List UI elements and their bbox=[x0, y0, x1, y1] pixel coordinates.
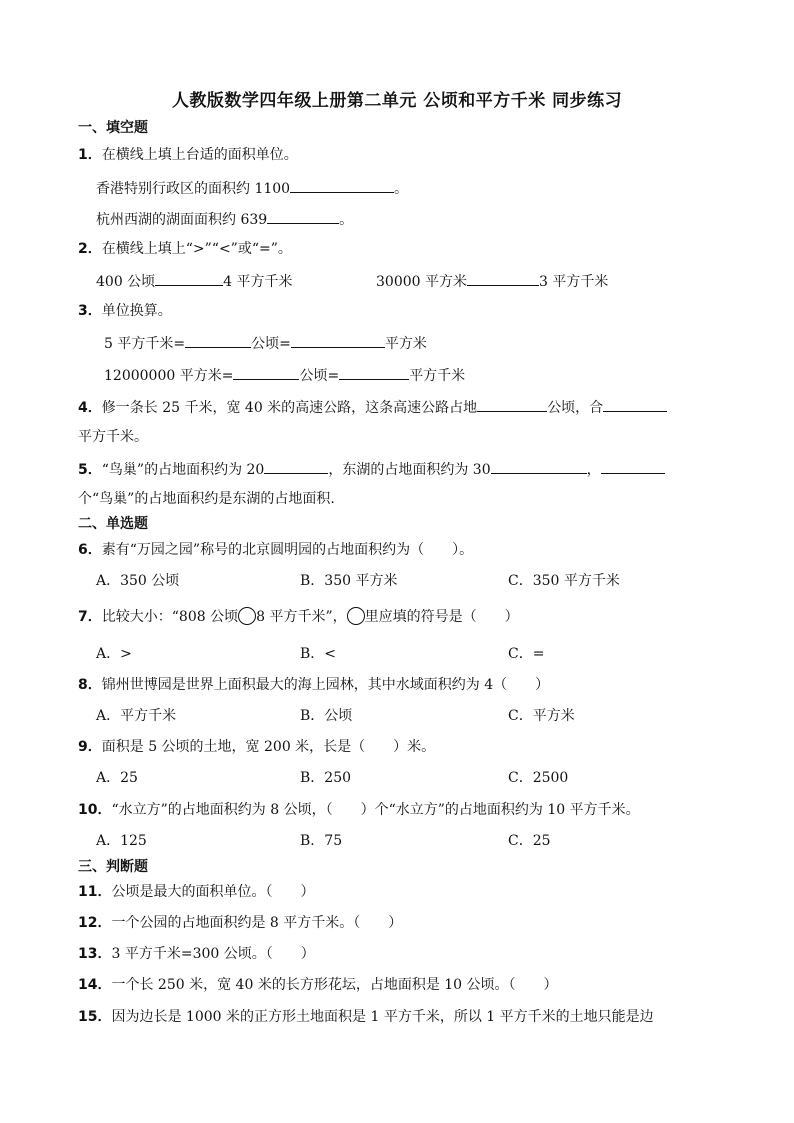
question-number: 3． bbox=[78, 303, 102, 319]
circle-blank-icon bbox=[238, 607, 256, 625]
answer-blank[interactable] bbox=[267, 208, 339, 224]
item-text: 。 bbox=[394, 181, 409, 197]
question-5 bbox=[78, 458, 665, 480]
question-1-item-a bbox=[96, 177, 408, 199]
question-15 bbox=[78, 1007, 654, 1027]
item-text: 3 平方千米 bbox=[539, 274, 609, 290]
answer-blank[interactable] bbox=[477, 396, 547, 412]
section-heading-single-choice: 二、单选题 bbox=[78, 516, 148, 532]
question-text: 公顷是最大的面积单位。（ ） bbox=[111, 884, 315, 900]
question-text: 比较大小：“808 公顷 bbox=[101, 609, 239, 625]
answer-blank[interactable] bbox=[291, 332, 385, 348]
question-2 bbox=[78, 239, 292, 259]
question-text: “鸟巢”的占地面积约为 20 bbox=[101, 462, 265, 478]
item-text: 30000 平方米 bbox=[376, 274, 467, 290]
question-1 bbox=[78, 145, 298, 165]
answer-blank[interactable] bbox=[185, 332, 251, 348]
question-text: 在横线上填上“>”“<”或“=”。 bbox=[101, 241, 292, 257]
question-13 bbox=[78, 944, 315, 964]
question-number: 8． bbox=[78, 677, 102, 693]
question-number: 13． bbox=[78, 946, 112, 962]
question-text: 素有“万园之园”称号的北京圆明园的占地面积约为（ ）。 bbox=[101, 542, 474, 558]
question-text: 面积是 5 公顷的土地，宽 200 米，长是（ ）米。 bbox=[101, 739, 436, 755]
question-14 bbox=[78, 975, 558, 995]
item-text: 平方米 bbox=[384, 336, 427, 352]
question-3-item-b bbox=[104, 364, 465, 386]
item-text: 平方千米 bbox=[409, 368, 466, 384]
answer-blank[interactable] bbox=[290, 177, 394, 193]
item-text: 400 公顷 bbox=[96, 274, 156, 290]
answer-blank[interactable] bbox=[155, 270, 223, 286]
question-text: 公顷，合 bbox=[547, 400, 604, 416]
question-number: 10． bbox=[78, 802, 112, 818]
question-number: 9． bbox=[78, 739, 102, 755]
option-a[interactable]: A．平方千米 bbox=[96, 708, 177, 724]
option-b[interactable]: B．75 bbox=[300, 833, 343, 849]
question-3 bbox=[78, 301, 172, 321]
question-number: 15． bbox=[78, 1009, 112, 1025]
question-number: 12． bbox=[78, 915, 112, 931]
question-text: 3 平方千米=300 公顷。（ ） bbox=[111, 946, 315, 962]
item-text: 。 bbox=[339, 212, 354, 228]
answer-blank[interactable] bbox=[233, 364, 299, 380]
option-c[interactable]: C．平方米 bbox=[508, 708, 575, 724]
answer-blank[interactable] bbox=[603, 396, 667, 412]
option-a[interactable]: A．> bbox=[96, 646, 132, 662]
answer-blank[interactable] bbox=[467, 270, 539, 286]
answer-blank[interactable] bbox=[264, 458, 328, 474]
question-8 bbox=[78, 675, 549, 695]
option-b[interactable]: B．250 bbox=[300, 770, 352, 786]
question-1-item-b bbox=[96, 208, 353, 230]
question-6 bbox=[78, 540, 473, 560]
option-c[interactable]: C．350 平方千米 bbox=[508, 573, 620, 589]
question-12 bbox=[78, 913, 402, 933]
question-3-item-a bbox=[104, 332, 427, 354]
option-a[interactable]: A．350 公顷 bbox=[96, 573, 180, 589]
section-heading-true-false: 三、判断题 bbox=[78, 859, 148, 875]
answer-blank[interactable] bbox=[339, 364, 409, 380]
page-title: 人教版数学四年级上册第二单元 公顷和平方千米 同步练习 bbox=[171, 91, 623, 111]
question-number: 1． bbox=[78, 147, 102, 163]
section-heading-fill-blank: 一、填空题 bbox=[78, 120, 148, 136]
question-number: 6． bbox=[78, 542, 102, 558]
option-a[interactable]: A．125 bbox=[96, 833, 147, 849]
question-number: 2． bbox=[78, 241, 102, 257]
question-text: 在横线上填上台适的面积单位。 bbox=[101, 147, 298, 163]
item-text: 公顷= bbox=[299, 368, 340, 384]
item-text: 杭州西湖的湖面面积约 639 bbox=[96, 212, 268, 228]
question-text: 因为边长是 1000 米的正方形土地面积是 1 平方千米，所以 1 平方千米的土地只能是边 bbox=[111, 1009, 654, 1025]
option-b[interactable]: B．公顷 bbox=[300, 708, 353, 724]
option-a[interactable]: A．25 bbox=[96, 770, 138, 786]
question-text: 8 平方千米”， bbox=[256, 609, 347, 625]
answer-blank[interactable] bbox=[601, 458, 665, 474]
question-4-continued: 平方千米。 bbox=[78, 429, 148, 445]
question-9 bbox=[78, 737, 435, 757]
question-11 bbox=[78, 882, 314, 902]
option-c[interactable]: C．= bbox=[508, 646, 545, 662]
question-2-item-a bbox=[96, 270, 293, 292]
option-b[interactable]: B．< bbox=[300, 646, 337, 662]
question-text: 一个长 250 米，宽 40 米的长方形花坛，占地面积是 10 公顷。（ ） bbox=[111, 977, 558, 993]
item-text: 5 平方千米= bbox=[104, 336, 186, 352]
question-7 bbox=[78, 607, 519, 627]
question-text: ， bbox=[586, 462, 601, 478]
question-number: 4． bbox=[78, 400, 102, 416]
item-text: 12000000 平方米= bbox=[104, 368, 234, 384]
question-number: 7． bbox=[78, 609, 102, 625]
question-10 bbox=[78, 800, 640, 820]
question-number: 11． bbox=[78, 884, 112, 900]
answer-blank[interactable] bbox=[491, 458, 587, 474]
question-text: 一个公园的占地面积约是 8 平方千米。（ ） bbox=[111, 915, 403, 931]
question-5-continued: 个“鸟巢”的占地面积约是东湖的占地面积. bbox=[78, 491, 335, 507]
question-text: 单位换算。 bbox=[101, 303, 172, 319]
question-2-item-b bbox=[376, 270, 608, 292]
question-number: 5． bbox=[78, 462, 102, 478]
circle-blank-icon bbox=[347, 607, 365, 625]
item-text: 公顷= bbox=[251, 336, 291, 352]
option-b[interactable]: B．350 平方米 bbox=[300, 573, 398, 589]
item-text: 香港特别行政区的面积约 1100 bbox=[96, 181, 291, 197]
question-text: “水立方”的占地面积约为 8 公顷，（ ）个“水立方”的占地面积约为 10 平方千米。 bbox=[111, 802, 640, 818]
question-4 bbox=[78, 396, 667, 418]
question-text: ，东湖的占地面积约为 30 bbox=[328, 462, 491, 478]
question-text: 修一条长 25 千米，宽 40 米的高速公路，这条高速公路占地 bbox=[101, 400, 478, 416]
option-c[interactable]: C．25 bbox=[508, 833, 551, 849]
question-number: 14． bbox=[78, 977, 112, 993]
question-text: 里应填的符号是（ ） bbox=[364, 609, 519, 625]
item-text: 4 平方千米 bbox=[223, 274, 293, 290]
option-c[interactable]: C．2500 bbox=[508, 770, 569, 786]
question-text: 锦州世博园是世界上面积最大的海上园林，其中水域面积约为 4（ ） bbox=[101, 677, 550, 693]
